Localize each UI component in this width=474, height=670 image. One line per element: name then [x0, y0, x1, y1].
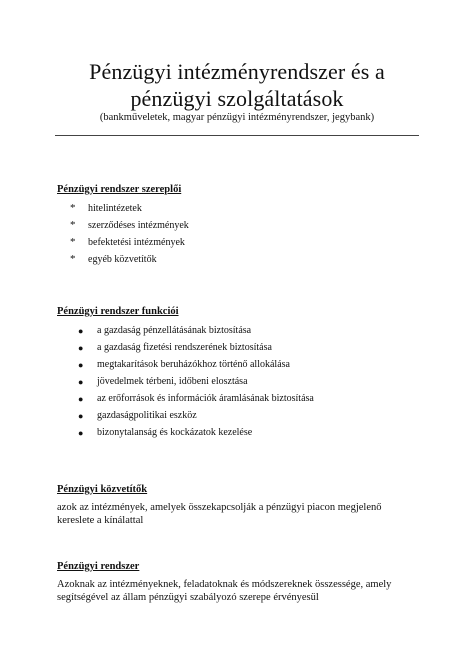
list-item-text: jövedelmek térbeni, időbeni elosztása [97, 376, 248, 387]
list-item-text: hitelintézetek [88, 203, 142, 214]
bullet-dot-icon: ● [78, 411, 84, 421]
bullet-dot-icon: ● [78, 343, 84, 353]
bullet-dot-icon: ● [78, 360, 84, 370]
document-title-line-1: Pénzügyi intézményrendszer és a [89, 59, 385, 84]
list-item-text: egyéb közvetítők [88, 254, 157, 265]
list-item-text: a gazdaság pénzellátásának biztosítása [97, 325, 252, 336]
horizontal-rule [55, 135, 419, 136]
document-subtitle: (bankműveletek, magyar pénzügyi intézményrendszer, jegybank) [99, 112, 375, 123]
list-item-text: megtakarítások beruházókhoz történő allokálása [97, 359, 290, 370]
list-item-text: befektetési intézmények [88, 237, 185, 248]
list-item-text: szerződéses intézmények [88, 220, 189, 231]
bullet-dot-icon: ● [78, 428, 84, 438]
bullet-dot-icon: ● [78, 394, 84, 404]
list-item-text: a gazdaság fizetési rendszerének biztosítása [97, 342, 272, 353]
asterisk-bullet: * [70, 219, 76, 231]
section-heading-kozvetitok: Pénzügyi közvetítők [57, 484, 148, 495]
section-heading-funkcioi: Pénzügyi rendszer funkciói [57, 306, 179, 317]
paragraph-kozvetitok: azok az intézmények, amelyek összekapcsolják a pénzügyi piacon megjelenő kereslete a kínálattal [57, 502, 382, 526]
section-heading-rendszer: Pénzügyi rendszer [57, 561, 140, 572]
list-item-text: gazdaságpolitikai eszköz [97, 410, 197, 421]
paragraph-rendszer: Azoknak az intézményeknek, feladatoknak és módszereknek összessége, amely segítségével az állam pénzügyi szabályozó szerepe érvényesül [57, 579, 392, 603]
bullet-dot-icon: ● [78, 326, 84, 336]
list-item-text: bizonytalanság és kockázatok kezelése [97, 427, 253, 438]
list-item-text: az erőforrások és információk áramlásának biztosítása [97, 393, 314, 404]
asterisk-bullet: * [70, 236, 76, 248]
asterisk-bullet: * [70, 253, 76, 265]
section-heading-szereploi: Pénzügyi rendszer szereplői [57, 184, 182, 195]
asterisk-bullet: * [70, 202, 76, 214]
document-title-line-2: pénzügyi szolgáltatások [130, 86, 344, 111]
bullet-dot-icon: ● [78, 377, 84, 387]
